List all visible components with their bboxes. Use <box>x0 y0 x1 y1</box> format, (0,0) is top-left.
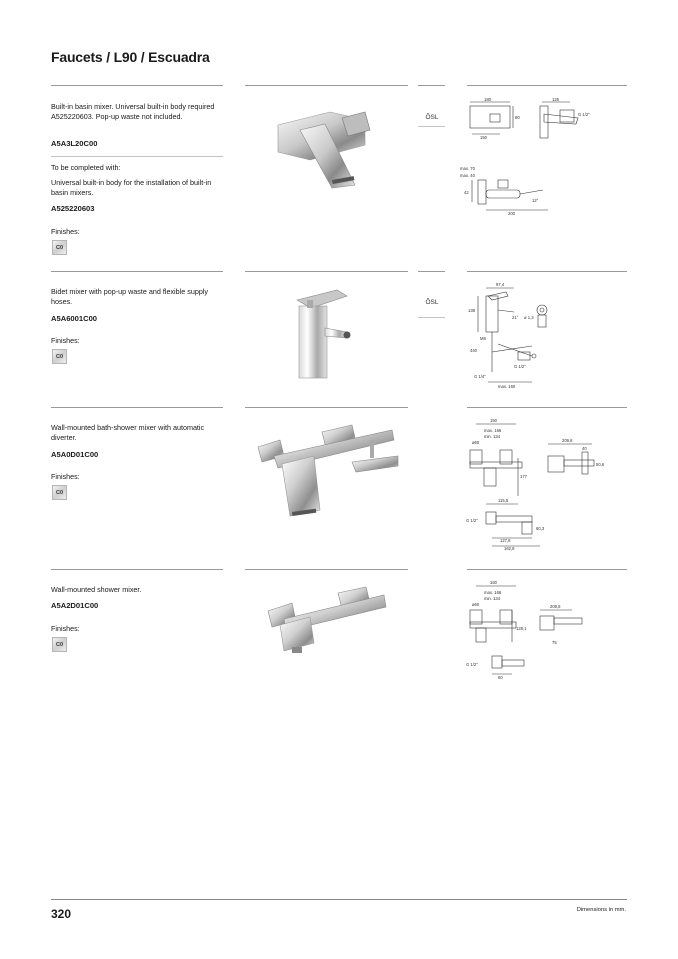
divider <box>51 569 223 570</box>
dimensions-note: Dimensions in mm. <box>576 907 626 913</box>
divider <box>51 407 223 408</box>
page-title: Faucets / L90 / Escuadra <box>51 49 210 65</box>
product-description: Wall-mounted shower mixer. <box>51 585 142 594</box>
product-photo <box>262 585 392 665</box>
dimension-label: M8 <box>480 336 486 341</box>
dimension-label: 180 <box>484 98 491 102</box>
complement-code: A525220603 <box>51 204 95 213</box>
dimension-label: min. 134 <box>484 434 501 439</box>
product-code: A5A6001C00 <box>51 314 98 323</box>
divider <box>418 271 445 272</box>
divider <box>467 85 627 86</box>
dimension-label: 40 <box>582 446 587 451</box>
finishes-label: Finishes: <box>51 336 80 345</box>
finish-swatch: C0 <box>52 349 67 364</box>
dimension-label: ø60 <box>472 440 480 445</box>
divider <box>245 271 408 272</box>
divider <box>418 126 445 127</box>
dimension-label: 162,8 <box>504 546 515 551</box>
divider <box>467 271 627 272</box>
divider <box>418 85 445 86</box>
dimension-label: 21° <box>512 315 519 320</box>
finish-swatch: C0 <box>52 240 67 255</box>
dimension-label: G 1/4" <box>474 374 486 379</box>
dimension-label: max. 160 <box>498 384 516 389</box>
technical-drawing <box>462 418 628 552</box>
complement-description: Universal built-in body for the installation of built-in basin mixers. <box>51 178 212 197</box>
dimension-label: 128,1 <box>516 626 527 631</box>
divider <box>51 156 223 157</box>
dimension-label: 50,6 <box>596 462 605 467</box>
product-photo <box>285 288 365 383</box>
dimension-label: 150 <box>490 580 497 585</box>
dimension-label: G 1/2" <box>466 662 478 667</box>
dimension-label: 209,8 <box>562 438 573 443</box>
finish-swatch: C0 <box>52 485 67 500</box>
divider <box>51 85 223 86</box>
product-description: Bidet mixer with pop-up waste and flexible supply hoses. <box>51 287 209 306</box>
dimension-label: 75 <box>552 640 557 645</box>
dimension-label: 125 <box>552 98 559 102</box>
dimension-label: 97,4 <box>496 282 505 287</box>
dimension-label: G 1/2" <box>514 364 526 369</box>
divider <box>245 85 408 86</box>
dimension-label: 440 <box>470 348 477 353</box>
dimension-label: 115,5 <box>498 498 509 503</box>
finishes-label: Finishes: <box>51 227 80 236</box>
water-saving-icon: ÕSL <box>425 114 439 121</box>
dimension-label: 209,8 <box>550 604 561 609</box>
finishes-label: Finishes: <box>51 472 80 481</box>
dimension-label: 42 <box>464 190 469 195</box>
divider <box>245 569 408 570</box>
page-number: 320 <box>51 907 72 921</box>
dimension-label: 60 <box>498 675 503 680</box>
product-code: A5A3L20C00 <box>51 139 98 148</box>
dimension-label: 138 <box>468 308 475 313</box>
dimension-label: max. 166 <box>484 590 502 595</box>
dimension-label: 60,3 <box>536 526 545 531</box>
dimension-label: G 1/2" <box>578 112 590 117</box>
complement-label: To be completed with: <box>51 163 121 172</box>
dimension-label: 80 <box>515 115 520 120</box>
divider <box>467 407 627 408</box>
product-description: Built-in basin mixer. Universal built-in body required A525220603. Pop-up waste not included. <box>51 102 215 121</box>
divider <box>51 271 223 272</box>
product-photo <box>270 100 390 190</box>
divider <box>418 317 445 318</box>
dimension-label: 127,8 <box>500 538 511 543</box>
dimension-label: 12° <box>532 198 539 203</box>
dimension-label: max. 40 <box>460 173 475 178</box>
finishes-label: Finishes: <box>51 624 80 633</box>
dimension-label: G 1/2" <box>466 518 478 523</box>
dimension-label: max. 70 <box>460 166 475 171</box>
dimension-label: ø60 <box>472 602 480 607</box>
technical-drawing <box>462 282 562 394</box>
technical-drawing <box>462 580 612 680</box>
technical-drawing <box>458 98 628 220</box>
dimension-label: 177 <box>520 474 527 479</box>
product-photo <box>252 422 402 520</box>
product-description: Wall-mounted bath-shower mixer with automatic diverter. <box>51 423 205 442</box>
dimension-label: ø 1,3 <box>524 315 534 320</box>
divider <box>245 407 408 408</box>
footer-divider <box>51 899 627 900</box>
dimension-label: 150 <box>480 135 487 140</box>
divider <box>467 569 627 570</box>
dimension-label: max. 166 <box>484 428 502 433</box>
dimension-label: 200 <box>508 211 515 216</box>
dimension-label: min. 134 <box>484 596 501 601</box>
product-code: A5A2D01C00 <box>51 601 99 610</box>
product-code: A5A0D01C00 <box>51 450 99 459</box>
water-saving-icon: ÕSL <box>425 299 439 306</box>
finish-swatch: C0 <box>52 637 67 652</box>
dimension-label: 150 <box>490 418 497 423</box>
